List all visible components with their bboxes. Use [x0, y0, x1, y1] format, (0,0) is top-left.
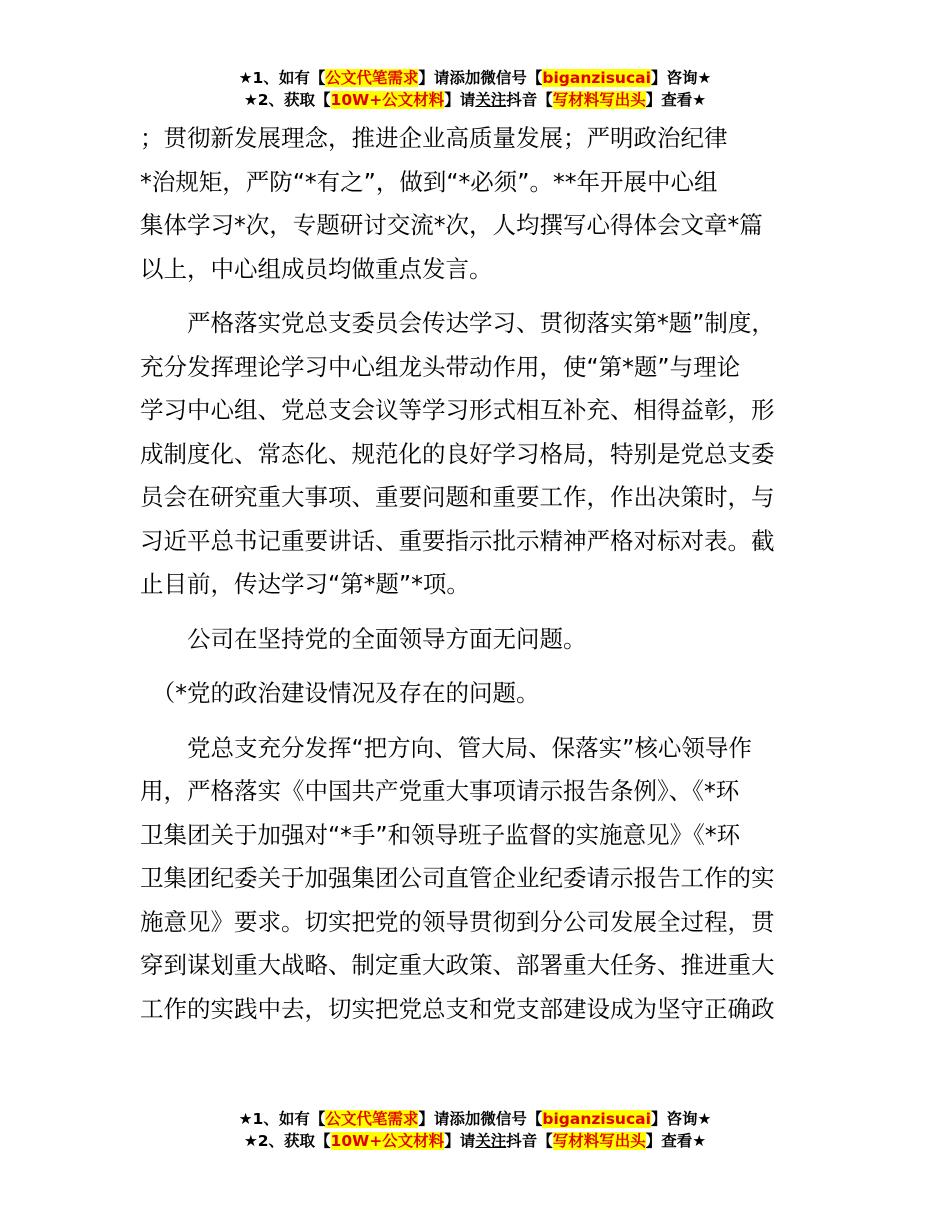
banner-highlight-douyin: 写材料写出头: [552, 1132, 646, 1150]
text-line: 用，严格落实《中国共产党重大事项请示报告条例》、《*环: [140, 777, 740, 805]
banner-line-2: [0, 1130, 950, 1152]
paragraph-4-heading: [140, 672, 830, 716]
text-line: 施意见》要求。切实把党的领导贯彻到分公司发展全过程，贯: [140, 907, 775, 936]
text-line: 员会在研究重大事项、重要问题和重要工作，作出决策时，与: [140, 483, 775, 511]
banner-text: 抖音【: [506, 1132, 553, 1150]
banner-text: 】请添加微信号【: [418, 1110, 543, 1128]
text-line: 穿到谋划重大战略、制定重大政策、部署重大任务、推进重大: [140, 951, 775, 979]
banner-highlight: 公文代笔需求: [325, 69, 419, 87]
text-line: *治规矩，严防“*有之”，做到“*必须”。**年开展中心组: [140, 167, 718, 196]
document-body: [140, 117, 830, 1031]
banner-highlight-wechat-id: biganzisucai: [542, 69, 651, 87]
banner-highlight-douyin: 写材料写出头: [552, 91, 646, 109]
banner-text: 抖音【: [506, 91, 553, 109]
text-line: （*党的政治建设情况及存在的问题。: [140, 679, 540, 707]
banner-text: 】请: [444, 91, 476, 109]
banner-line-1: [0, 1108, 950, 1130]
paragraph-2: [140, 302, 830, 607]
banner-text: 】咨询★: [650, 69, 712, 87]
paragraph-5: [140, 727, 830, 1032]
banner-line-2: [0, 89, 950, 111]
banner-underline: 关注: [475, 91, 507, 109]
text-line: 党总支充分发挥“把方向、管大局、保落实”核心领导作: [140, 733, 752, 762]
text-line: 集体学习*次，专题研讨交流*次，人均撰写心得体会文章*篇: [140, 211, 763, 239]
header-banner: [0, 67, 950, 111]
banner-highlight: 10W+公文材料: [330, 91, 445, 109]
banner-highlight: 10W+公文材料: [330, 1132, 445, 1150]
paragraph-1: [140, 117, 830, 291]
banner-text: 】查看★: [645, 1132, 707, 1150]
text-line: 止目前，传达学习“第*题”*项。: [140, 570, 470, 598]
paragraph-3: [140, 618, 830, 662]
footer-banner: [0, 1108, 950, 1152]
banner-text: ★1、如有【: [238, 69, 326, 87]
text-line: 充分发挥理论学习中心组龙头带动作用，使“第*题”与理论: [140, 352, 741, 381]
text-line: 习近平总书记重要讲话、重要指示批示精神严格对标对表。截: [140, 526, 775, 555]
banner-text: 】请: [444, 1132, 476, 1150]
text-line: 学习中心组、党总支会议等学习形式相互补充、相得益彰，形: [140, 396, 775, 424]
banner-text: 】咨询★: [650, 1110, 712, 1128]
banner-line-1: [0, 67, 950, 89]
banner-text: ★2、获取【: [243, 91, 331, 109]
text-line: ；贯彻新发展理念，推进企业高质量发展；严明政治纪律: [140, 124, 728, 152]
text-line: 严格落实党总支委员会传达学习、贯彻落实第*题”制度，: [140, 309, 775, 337]
text-line: 以上，中心组成员均做重点发言。: [140, 254, 493, 283]
banner-text: ★2、获取【: [243, 1132, 331, 1150]
banner-highlight: 公文代笔需求: [325, 1110, 419, 1128]
text-line: 公司在坚持党的全面领导方面无问题。: [140, 624, 587, 653]
banner-text: ★1、如有【: [238, 1110, 326, 1128]
text-line: 卫集团关于加强对“*手”和领导班子监督的实施意见》《*环: [140, 820, 741, 849]
text-line: 成制度化、常态化、规范化的良好学习格局，特别是党总支委: [140, 439, 775, 468]
banner-text: 】查看★: [645, 91, 707, 109]
text-line: 工作的实践中去，切实把党总支和党支部建设成为坚守正确政: [140, 994, 775, 1023]
banner-highlight-wechat-id: biganzisucai: [542, 1110, 651, 1128]
text-line: 卫集团纪委关于加强集团公司直管企业纪委请示报告工作的实: [140, 864, 775, 892]
banner-text: 】请添加微信号【: [418, 69, 543, 87]
banner-underline: 关注: [475, 1132, 507, 1150]
